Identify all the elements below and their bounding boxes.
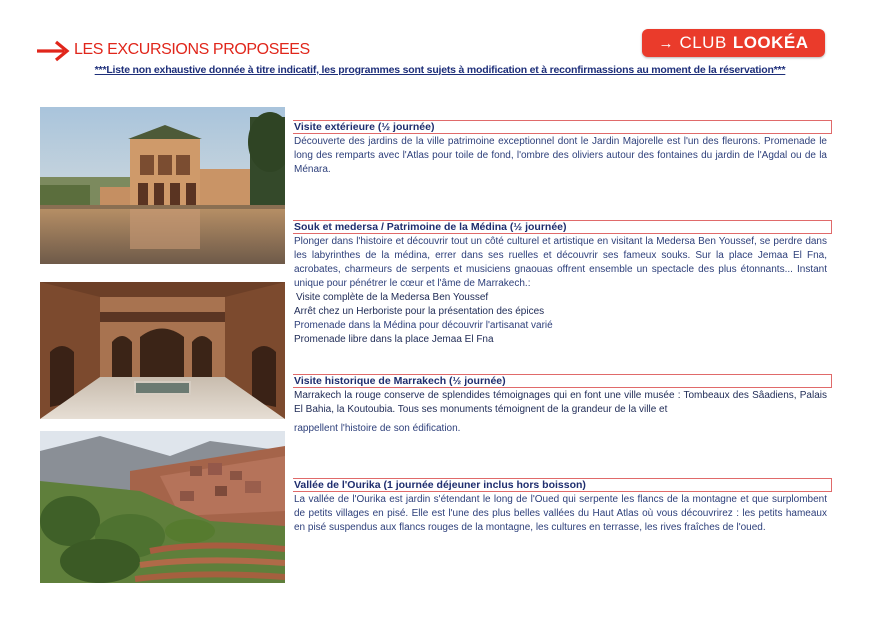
page-title: LES EXCURSIONS PROPOSEES bbox=[74, 41, 310, 58]
logo-arrow-icon: → bbox=[658, 34, 674, 52]
medersa-courtyard-photo bbox=[40, 282, 285, 419]
logo-brand-text: LOOKÉA bbox=[732, 33, 809, 52]
section-body-vallee-ourika bbox=[294, 493, 827, 535]
club-lookea-logo bbox=[642, 29, 825, 57]
section-paragraph: La vallée de l'Ourika est jardin s'étendant le long de l'Oued qui serpente les flancs de la montagne et que surplombent de petits villages en pisé. Elle est l'une des plus belles vallées du Haut Atlas où vous découvrirez : les petits hameaux en pisé suspendus aux flancs rouges de la montagne, les cultures en terrasse, les rives fraîches de l'oued. bbox=[294, 494, 827, 533]
section-paragraph: Marrakech la rouge conserve de splendides témoignages qui en font une ville musée : Tombeaux des Sâadiens, Palais El Bahia, la Koutoubia. Tous ses monuments témoignent de la grandeur de la ville et bbox=[294, 390, 827, 415]
section-paragraph: Plonger dans l'histoire et découvrir tout un côté culturel et artistique en visitant la Medersa Ben Youssef, se perdre dans les labyrinthes de la médina, errer dans ses ruelles et découvrir ses fameux souks. Sur la place Jemaa El Fna, acrobates, charmeurs de serpents et musiciens gnaouas offrent ensemble un spectacle des plus étonnants... Instant unique pour pénétrer le cœur et l'âme de Marrakech.: bbox=[294, 236, 827, 289]
list-item: Promenade libre dans la place Jemaa El Fna bbox=[294, 334, 494, 345]
menara-pavilion-photo bbox=[40, 107, 285, 264]
list-item: Visite complète de la Medersa Ben Youssef bbox=[296, 292, 489, 303]
section-body-visite-historique bbox=[294, 389, 827, 436]
disclaimer-subtitle: ***Liste non exhaustive donnée à titre indicatif, les programmes sont sujets à modification et à reconfirmassions au moment de la réservation*** bbox=[94, 64, 786, 76]
list-item: Arrêt chez un Herboriste pour la présentation des épices bbox=[294, 306, 545, 317]
section-title-souk-medersa: Souk et medersa / Patrimoine de la Médina (½ journée) bbox=[293, 220, 832, 234]
section-title-vallee-ourika: Vallée de l'Ourika (1 journée déjeuner inclus hors boisson) bbox=[293, 478, 832, 492]
list-item: Promenade dans la Médina pour découvrir l'artisanat varié bbox=[294, 320, 553, 331]
section-paragraph-continued: rappellent l'histoire de son édification. bbox=[294, 423, 461, 434]
logo-club-text: CLUB bbox=[679, 33, 727, 52]
section-title-visite-exterieure: Visite extérieure (½ journée) bbox=[293, 120, 832, 134]
ourika-valley-photo bbox=[40, 431, 285, 583]
section-body-visite-exterieure bbox=[294, 135, 827, 177]
section-body-souk-medersa bbox=[294, 235, 827, 347]
red-arrow-icon bbox=[36, 40, 70, 62]
section-paragraph: Découverte des jardins de la ville patrimoine exceptionnel dont le Jardin Majorelle est l'un des fleurons. Promenade le long des remparts avec l'Atlas pour toile de fond, l'ombre des oliviers autour des fontaines du jardin de l'Agdal ou de la Ménara. bbox=[294, 136, 827, 175]
section-title-visite-historique: Visite historique de Marrakech (½ journée) bbox=[293, 374, 832, 388]
